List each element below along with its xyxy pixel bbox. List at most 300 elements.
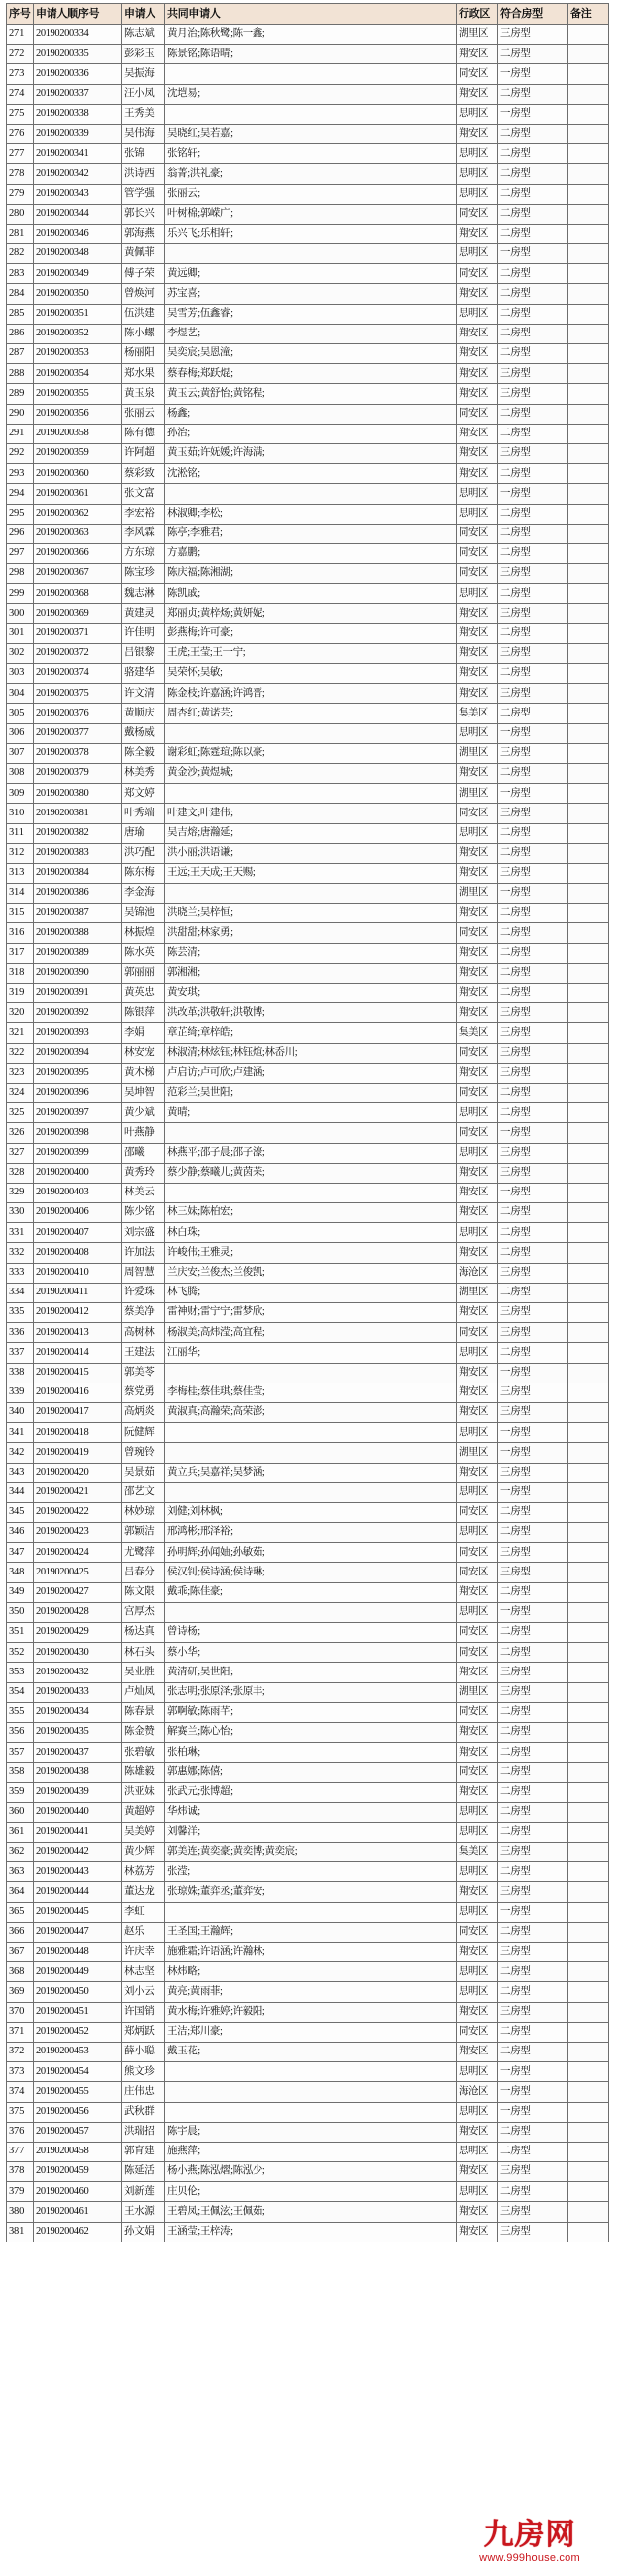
- cell-seq: 289: [7, 384, 34, 404]
- cell-remark: [568, 2222, 609, 2242]
- cell-seq: 292: [7, 443, 34, 463]
- cell-appno: 20190200418: [34, 1423, 122, 1443]
- cell-housetype: 三房型: [498, 643, 568, 663]
- cell-applicant: 熊文珍: [122, 2062, 165, 2082]
- cell-joint: 张滢;: [165, 1862, 457, 1882]
- cell-joint: 黄立兵;吴嘉祥;吴梦涵;: [165, 1463, 457, 1482]
- cell-joint: 黄金沙;黄煜城;: [165, 763, 457, 783]
- cell-joint: [165, 104, 457, 124]
- cell-joint: 王虎;王莹;王一宁;: [165, 643, 457, 663]
- cell-joint: 陈庆福;陈湘湖;: [165, 564, 457, 584]
- cell-appno: 20190200416: [34, 1383, 122, 1402]
- cell-remark: [568, 2042, 609, 2061]
- cell-appno: 20190200386: [34, 884, 122, 904]
- cell-district: 翔安区: [457, 1402, 498, 1422]
- cell-district: 思明区: [457, 1223, 498, 1243]
- cell-district: 思明区: [457, 164, 498, 184]
- cell-housetype: 二房型: [498, 1702, 568, 1722]
- cell-remark: [568, 1203, 609, 1223]
- cell-seq: 275: [7, 104, 34, 124]
- cell-seq: 306: [7, 723, 34, 743]
- cell-joint: [165, 64, 457, 84]
- cell-remark: [568, 904, 609, 923]
- cell-housetype: 二房型: [498, 264, 568, 284]
- cell-remark: [568, 984, 609, 1003]
- cell-district: 思明区: [457, 244, 498, 264]
- cell-housetype: 二房型: [498, 1743, 568, 1763]
- cell-remark: [568, 1502, 609, 1522]
- cell-joint: 张志明;张原泽;张原丰;: [165, 1682, 457, 1702]
- table-row: [7, 684, 609, 704]
- cell-housetype: 二房型: [498, 124, 568, 143]
- spreadsheet-container: [6, 3, 608, 2242]
- cell-seq: 359: [7, 1782, 34, 1802]
- cell-seq: 333: [7, 1263, 34, 1283]
- cell-remark: [568, 1663, 609, 1682]
- cell-appno: 20190200341: [34, 144, 122, 164]
- cell-housetype: 三房型: [498, 1263, 568, 1283]
- cell-appno: 20190200381: [34, 804, 122, 823]
- table-row: [7, 643, 609, 663]
- cell-remark: [568, 623, 609, 643]
- cell-appno: 20190200439: [34, 1782, 122, 1802]
- table-row: [7, 1363, 609, 1383]
- table-row: [7, 984, 609, 1003]
- table-row: [7, 1423, 609, 1443]
- cell-remark: [568, 1323, 609, 1343]
- cell-joint: 张柏琳;: [165, 1743, 457, 1763]
- table-row: [7, 1543, 609, 1563]
- table-row: [7, 1243, 609, 1263]
- cell-applicant: 王秀美: [122, 104, 165, 124]
- cell-joint: [165, 484, 457, 504]
- cell-remark: [568, 104, 609, 124]
- cell-housetype: 二房型: [498, 1223, 568, 1243]
- cell-housetype: 二房型: [498, 84, 568, 104]
- cell-remark: [568, 1443, 609, 1463]
- cell-seq: 346: [7, 1523, 34, 1543]
- table-row: [7, 584, 609, 604]
- cell-district: 思明区: [457, 1902, 498, 1922]
- cell-remark: [568, 484, 609, 504]
- table-row: [7, 443, 609, 463]
- cell-seq: 332: [7, 1243, 34, 1263]
- cell-joint: 郭啊敏;陈雨芊;: [165, 1702, 457, 1722]
- cell-joint: 孙明辉;孙闻妯;孙敏茹;: [165, 1543, 457, 1563]
- cell-remark: [568, 1822, 609, 1842]
- cell-applicant: 吴美婷: [122, 1822, 165, 1842]
- cell-joint: 王圣国;王瀚辉;: [165, 1922, 457, 1942]
- cell-remark: [568, 64, 609, 84]
- cell-applicant: 许阿超: [122, 443, 165, 463]
- cell-district: 同安区: [457, 1563, 498, 1582]
- table-row: [7, 2182, 609, 2202]
- cell-joint: [165, 784, 457, 804]
- cell-district: 海沧区: [457, 1263, 498, 1283]
- cell-district: 翔安区: [457, 344, 498, 364]
- cell-applicant: 骆建华: [122, 664, 165, 684]
- cell-seq: 370: [7, 2002, 34, 2022]
- table-row: [7, 1502, 609, 1522]
- cell-remark: [568, 1243, 609, 1263]
- cell-appno: 20190200403: [34, 1183, 122, 1202]
- cell-applicant: 黄顺庆: [122, 704, 165, 723]
- cell-joint: 杨鑫;: [165, 404, 457, 424]
- table-row: [7, 384, 609, 404]
- cell-housetype: 三房型: [498, 1463, 568, 1482]
- cell-appno: 20190200419: [34, 1443, 122, 1463]
- cell-remark: [568, 1343, 609, 1363]
- cell-housetype: 二房型: [498, 1982, 568, 2002]
- cell-housetype: 三房型: [498, 1663, 568, 1682]
- table-row: [7, 1283, 609, 1302]
- cell-applicant: 陈金赞: [122, 1722, 165, 1742]
- cell-joint: 兰庆安;兰俊杰;兰俊凯;: [165, 1263, 457, 1283]
- cell-appno: 20190200424: [34, 1543, 122, 1563]
- cell-applicant: 陈志斌: [122, 25, 165, 45]
- cell-district: 翔安区: [457, 763, 498, 783]
- cell-applicant: 林志坚: [122, 1962, 165, 1982]
- cell-remark: [568, 1623, 609, 1643]
- cell-joint: 江丽华;: [165, 1343, 457, 1363]
- cell-applicant: 武秋群: [122, 2102, 165, 2122]
- cell-housetype: 三房型: [498, 2162, 568, 2182]
- cell-district: 翔安区: [457, 963, 498, 983]
- table-row: [7, 1163, 609, 1183]
- table-row: [7, 1343, 609, 1363]
- header-row: [7, 4, 609, 25]
- cell-seq: 272: [7, 45, 34, 64]
- cell-applicant: 吴锦池: [122, 904, 165, 923]
- cell-housetype: 二房型: [498, 763, 568, 783]
- cell-applicant: 高树林: [122, 1323, 165, 1343]
- cell-housetype: 二房型: [498, 984, 568, 1003]
- cell-applicant: 许爱珠: [122, 1283, 165, 1302]
- cell-housetype: 三房型: [498, 25, 568, 45]
- cell-appno: 20190200460: [34, 2182, 122, 2202]
- cell-joint: 张丽云;: [165, 184, 457, 204]
- cell-appno: 20190200455: [34, 2082, 122, 2102]
- cell-joint: 吴晓红;吴若嘉;: [165, 124, 457, 143]
- cell-appno: 20190200399: [34, 1143, 122, 1163]
- cell-seq: 380: [7, 2202, 34, 2222]
- cell-remark: [568, 1643, 609, 1663]
- cell-remark: [568, 723, 609, 743]
- cell-remark: [568, 584, 609, 604]
- cell-seq: 339: [7, 1383, 34, 1402]
- cell-seq: 315: [7, 904, 34, 923]
- table-row: [7, 1822, 609, 1842]
- cell-joint: 洪晓兰;吴梓恒;: [165, 904, 457, 923]
- cell-seq: 353: [7, 1663, 34, 1682]
- cell-joint: 黄玉云;黄舒怡;黄铭程;: [165, 384, 457, 404]
- cell-joint: 陈宇晨;: [165, 2122, 457, 2142]
- cell-district: 海沧区: [457, 2082, 498, 2102]
- cell-applicant: 王水源: [122, 2202, 165, 2222]
- cell-seq: 316: [7, 923, 34, 943]
- cell-seq: 355: [7, 1702, 34, 1722]
- cell-district: 同安区: [457, 64, 498, 84]
- cell-joint: [165, 1183, 457, 1202]
- cell-appno: 20190200372: [34, 643, 122, 663]
- cell-remark: [568, 1802, 609, 1822]
- cell-applicant: 郑水果: [122, 364, 165, 384]
- cell-applicant: 陈小螺: [122, 324, 165, 343]
- cell-applicant: 郭海燕: [122, 224, 165, 243]
- cell-housetype: 一房型: [498, 244, 568, 264]
- table-row: [7, 1663, 609, 1682]
- cell-applicant: 黄超婷: [122, 1802, 165, 1822]
- cell-joint: 沈淞铭;: [165, 464, 457, 484]
- cell-housetype: 一房型: [498, 1423, 568, 1443]
- cell-district: 思明区: [457, 1862, 498, 1882]
- cell-housetype: 二房型: [498, 1283, 568, 1302]
- cell-applicant: 叶燕静: [122, 1123, 165, 1143]
- cell-joint: 林飞腾;: [165, 1283, 457, 1302]
- cell-applicant: 吴景茹: [122, 1463, 165, 1482]
- cell-seq: 330: [7, 1203, 34, 1223]
- cell-appno: 20190200389: [34, 943, 122, 963]
- cell-seq: 276: [7, 124, 34, 143]
- cell-appno: 20190200407: [34, 1223, 122, 1243]
- cell-housetype: 三房型: [498, 1543, 568, 1563]
- cell-seq: 343: [7, 1463, 34, 1482]
- cell-seq: 379: [7, 2182, 34, 2202]
- cell-remark: [568, 963, 609, 983]
- cell-district: 同安区: [457, 264, 498, 284]
- cell-applicant: 黄少辉: [122, 1843, 165, 1862]
- cell-district: 翔安区: [457, 1582, 498, 1602]
- cell-seq: 347: [7, 1543, 34, 1563]
- cell-joint: 王远;王天成;王天赐;: [165, 863, 457, 883]
- cell-housetype: 三房型: [498, 743, 568, 763]
- cell-district: 思明区: [457, 304, 498, 324]
- cell-applicant: 卢灿凤: [122, 1682, 165, 1702]
- cell-seq: 354: [7, 1682, 34, 1702]
- cell-district: 同安区: [457, 923, 498, 943]
- table-row: [7, 104, 609, 124]
- cell-appno: 20190200445: [34, 1902, 122, 1922]
- cell-housetype: 三房型: [498, 1163, 568, 1183]
- cell-seq: 352: [7, 1643, 34, 1663]
- table-row: [7, 144, 609, 164]
- cell-appno: 20190200378: [34, 743, 122, 763]
- cell-appno: 20190200366: [34, 543, 122, 563]
- cell-remark: [568, 943, 609, 963]
- cell-district: 思明区: [457, 1523, 498, 1543]
- cell-applicant: 许文清: [122, 684, 165, 704]
- table-row: [7, 504, 609, 524]
- cell-seq: 326: [7, 1123, 34, 1143]
- cell-housetype: 二房型: [498, 963, 568, 983]
- cell-seq: 373: [7, 2062, 34, 2082]
- cell-housetype: 三房型: [498, 1402, 568, 1422]
- cell-joint: 杨小燕;陈泓熠;陈泓少;: [165, 2162, 457, 2182]
- table-row: [7, 704, 609, 723]
- cell-seq: 364: [7, 1882, 34, 1902]
- cell-seq: 309: [7, 784, 34, 804]
- cell-seq: 288: [7, 364, 34, 384]
- cell-housetype: 二房型: [498, 284, 568, 304]
- cell-remark: [568, 1402, 609, 1422]
- cell-appno: 20190200415: [34, 1363, 122, 1383]
- cell-joint: 吴雪芳;伍鑫睿;: [165, 304, 457, 324]
- cell-remark: [568, 1882, 609, 1902]
- cell-district: 集美区: [457, 704, 498, 723]
- cell-joint: 周杏红;黄诺芸;: [165, 704, 457, 723]
- cell-remark: [568, 524, 609, 543]
- table-row: [7, 1962, 609, 1982]
- cell-applicant: 郭颖洁: [122, 1523, 165, 1543]
- cell-applicant: 伍洪建: [122, 304, 165, 324]
- cell-remark: [568, 1482, 609, 1502]
- cell-appno: 20190200449: [34, 1962, 122, 1982]
- cell-applicant: 李金海: [122, 884, 165, 904]
- cell-appno: 20190200392: [34, 1003, 122, 1023]
- cell-district: 湖里区: [457, 884, 498, 904]
- cell-district: 同安区: [457, 1763, 498, 1782]
- cell-housetype: 二房型: [498, 524, 568, 543]
- cell-appno: 20190200417: [34, 1402, 122, 1422]
- cell-district: 翔安区: [457, 1743, 498, 1763]
- cell-district: 同安区: [457, 543, 498, 563]
- cell-housetype: 三房型: [498, 564, 568, 584]
- cell-joint: 黄远卿;: [165, 264, 457, 284]
- cell-seq: 342: [7, 1443, 34, 1463]
- cell-remark: [568, 543, 609, 563]
- table-row: [7, 943, 609, 963]
- cell-remark: [568, 1363, 609, 1383]
- cell-applicant: 陈春景: [122, 1702, 165, 1722]
- cell-appno: 20190200363: [34, 524, 122, 543]
- cell-joint: 邢鸿彬;邢泽裕;: [165, 1523, 457, 1543]
- table-row: [7, 1582, 609, 1602]
- cell-housetype: 二房型: [498, 504, 568, 524]
- cell-remark: [568, 25, 609, 45]
- cell-remark: [568, 1163, 609, 1183]
- cell-housetype: 一房型: [498, 784, 568, 804]
- cell-remark: [568, 1702, 609, 1722]
- cell-remark: [568, 1283, 609, 1302]
- cell-district: 思明区: [457, 1602, 498, 1622]
- column-header-appno: 申请人顺序号: [34, 4, 122, 25]
- cell-appno: 20190200350: [34, 284, 122, 304]
- cell-seq: 341: [7, 1423, 34, 1443]
- table-row: [7, 723, 609, 743]
- cell-joint: 杨淑美;高炜滢;高宜程;: [165, 1323, 457, 1343]
- cell-housetype: 一房型: [498, 2062, 568, 2082]
- cell-joint: 林淑卿;李松;: [165, 504, 457, 524]
- cell-district: 翔安区: [457, 863, 498, 883]
- cell-appno: 20190200354: [34, 364, 122, 384]
- cell-district: 翔安区: [457, 384, 498, 404]
- cell-joint: [165, 2102, 457, 2122]
- table-row: [7, 1402, 609, 1422]
- cell-seq: 381: [7, 2222, 34, 2242]
- cell-joint: 林白珠;: [165, 1223, 457, 1243]
- cell-applicant: 邵艺文: [122, 1482, 165, 1502]
- cell-appno: 20190200423: [34, 1523, 122, 1543]
- cell-joint: 张武元;张博超;: [165, 1782, 457, 1802]
- table-row: [7, 1463, 609, 1482]
- cell-applicant: 王建法: [122, 1343, 165, 1363]
- cell-appno: 20190200461: [34, 2202, 122, 2222]
- cell-remark: [568, 1582, 609, 1602]
- cell-district: 思明区: [457, 484, 498, 504]
- table-row: [7, 1143, 609, 1163]
- cell-district: 思明区: [457, 1343, 498, 1363]
- cell-applicant: 蔡党勇: [122, 1383, 165, 1402]
- cell-appno: 20190200438: [34, 1763, 122, 1782]
- cell-applicant: 吴业胜: [122, 1663, 165, 1682]
- cell-district: 翔安区: [457, 1203, 498, 1223]
- cell-joint: 王碧凤;王佩泫;王佩茹;: [165, 2202, 457, 2222]
- cell-joint: 彭燕梅;许可豪;: [165, 623, 457, 643]
- cell-seq: 329: [7, 1183, 34, 1202]
- cell-remark: [568, 2022, 609, 2042]
- cell-district: 翔安区: [457, 2162, 498, 2182]
- cell-remark: [568, 1943, 609, 1962]
- cell-housetype: 三房型: [498, 1843, 568, 1862]
- cell-appno: 20190200349: [34, 264, 122, 284]
- cell-district: 翔安区: [457, 843, 498, 863]
- cell-appno: 20190200454: [34, 2062, 122, 2082]
- table-row: [7, 1482, 609, 1502]
- cell-seq: 286: [7, 324, 34, 343]
- cell-remark: [568, 1922, 609, 1942]
- cell-joint: 洪甜甜;林家勇;: [165, 923, 457, 943]
- cell-remark: [568, 884, 609, 904]
- cell-joint: 林燕平;邵子晨;邵子濠;: [165, 1143, 457, 1163]
- cell-seq: 314: [7, 884, 34, 904]
- cell-applicant: 张丽云: [122, 404, 165, 424]
- cell-district: 翔安区: [457, 1782, 498, 1802]
- cell-appno: 20190200410: [34, 1263, 122, 1283]
- cell-housetype: 一房型: [498, 1123, 568, 1143]
- cell-housetype: 二房型: [498, 943, 568, 963]
- cell-remark: [568, 2082, 609, 2102]
- cell-applicant: 邵曦: [122, 1143, 165, 1163]
- table-row: [7, 804, 609, 823]
- cell-applicant: 周智慧: [122, 1263, 165, 1283]
- table-row: [7, 2022, 609, 2042]
- cell-seq: 274: [7, 84, 34, 104]
- cell-seq: 295: [7, 504, 34, 524]
- cell-district: 同安区: [457, 564, 498, 584]
- cell-appno: 20190200443: [34, 1862, 122, 1882]
- cell-seq: 320: [7, 1003, 34, 1023]
- cell-housetype: 二房型: [498, 1203, 568, 1223]
- cell-appno: 20190200448: [34, 1943, 122, 1962]
- cell-housetype: 三房型: [498, 1303, 568, 1323]
- cell-remark: [568, 1303, 609, 1323]
- cell-applicant: 林妙琼: [122, 1502, 165, 1522]
- cell-seq: 318: [7, 963, 34, 983]
- cell-housetype: 一房型: [498, 484, 568, 504]
- cell-remark: [568, 164, 609, 184]
- cell-housetype: 三房型: [498, 1143, 568, 1163]
- cell-applicant: 高炳炎: [122, 1402, 165, 1422]
- cell-appno: 20190200427: [34, 1582, 122, 1602]
- cell-joint: [165, 884, 457, 904]
- cell-district: 翔安区: [457, 1063, 498, 1083]
- cell-joint: [165, 2062, 457, 2082]
- cell-appno: 20190200408: [34, 1243, 122, 1263]
- cell-applicant: 方东琼: [122, 543, 165, 563]
- cell-applicant: 李虹: [122, 1902, 165, 1922]
- cell-district: 翔安区: [457, 2002, 498, 2022]
- table-row: [7, 1563, 609, 1582]
